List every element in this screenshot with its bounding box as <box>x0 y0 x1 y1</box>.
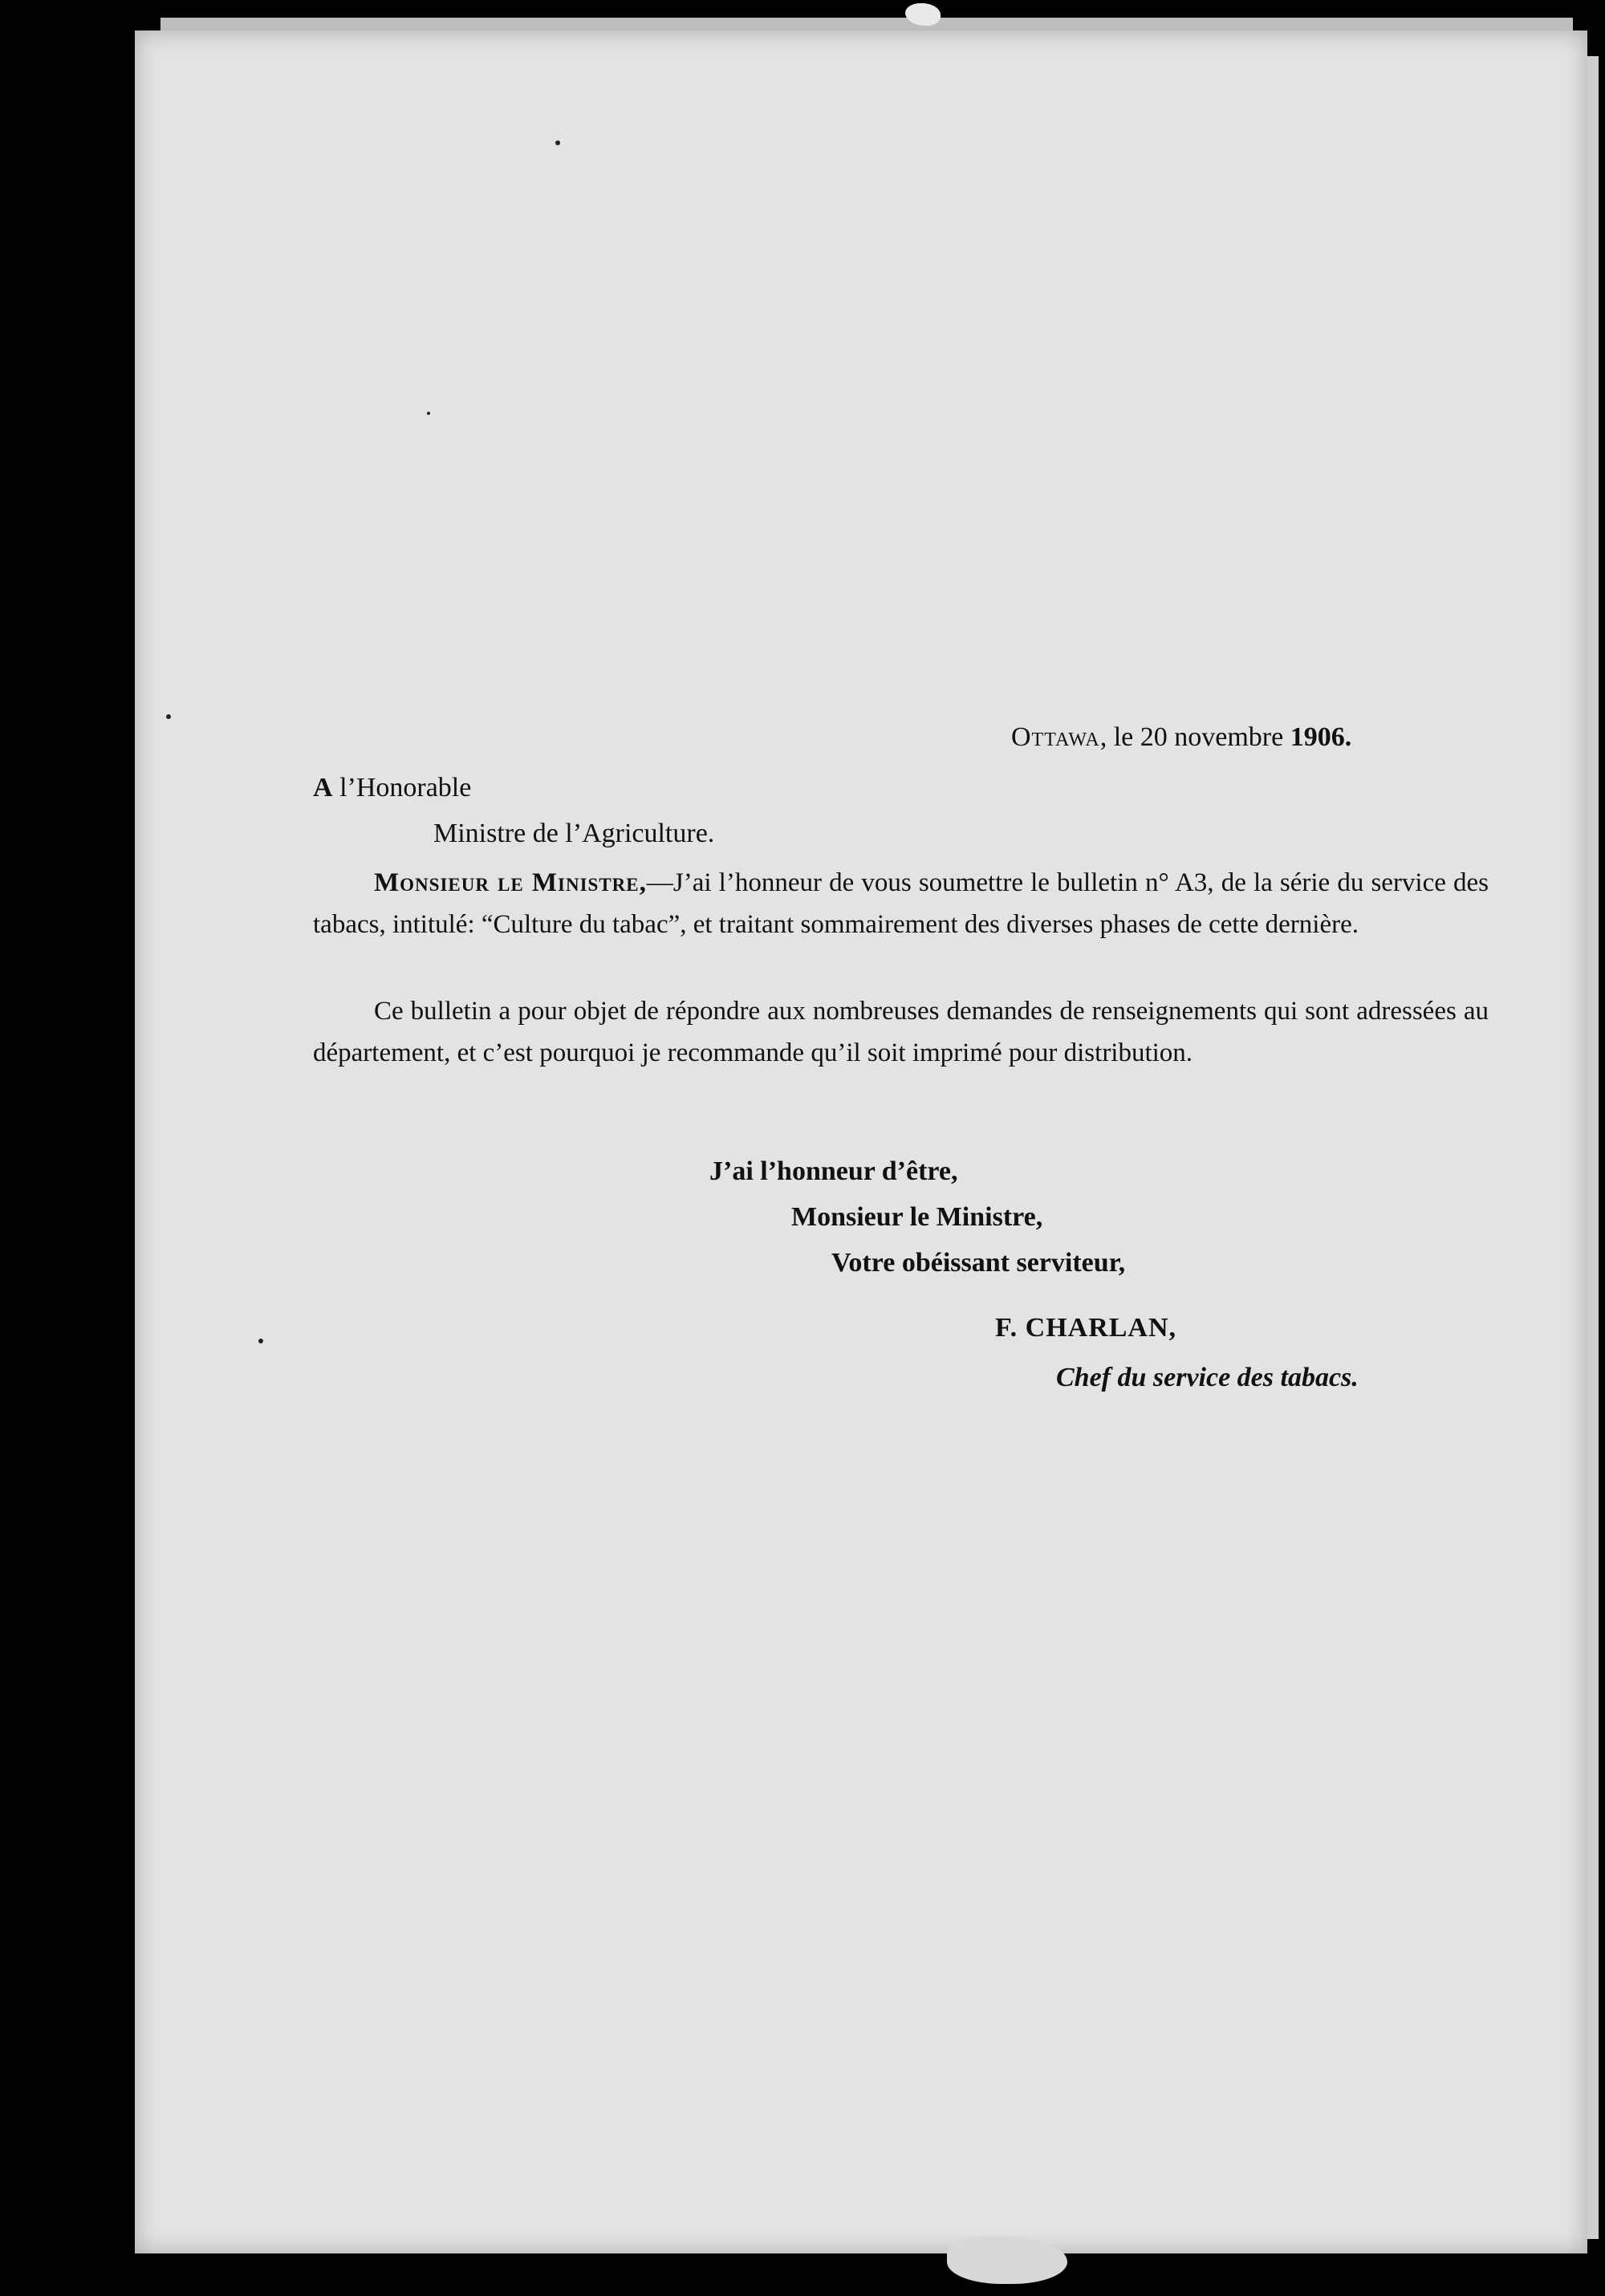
paragraph-1-text: —J’ai l’honneur de vous soumettre le bulletin n° A3, de la série du service des tabacs, intitulé: “Culture du tabac”, et traitant sommairement des diverses phases de cette dernière. <box>313 868 1489 939</box>
date-text: , le 20 novembre <box>1099 722 1290 752</box>
signer-name: F. CHARLAN, <box>995 1313 1177 1343</box>
recipient-line-1 <box>313 774 471 802</box>
date-place: Ottawa <box>1011 722 1100 752</box>
signer-title: Chef du service des tabacs. <box>1056 1363 1359 1392</box>
date-year: 1906. <box>1290 722 1352 752</box>
scan-speck <box>166 714 171 719</box>
scan-speck <box>258 1339 263 1343</box>
scan-speck <box>555 140 560 145</box>
closing-line-2: Monsieur le Ministre, <box>791 1202 1043 1232</box>
recipient-line-2: Ministre de l’Agriculture. <box>433 819 715 848</box>
closing-line-3: Votre obéissant serviteur, <box>831 1248 1126 1278</box>
letter-page <box>135 30 1587 2253</box>
recipient-honorific: l’Honorable <box>332 773 472 803</box>
recipient-prefix: A <box>313 773 333 803</box>
page-top-edge <box>160 18 1573 30</box>
salutation: Monsieur le Ministre, <box>374 868 647 897</box>
closing-line-1: J’ai l’honneur d’être, <box>709 1156 958 1186</box>
letter-paragraph-2: Ce bulletin a pour objet de répondre aux nombreuses demandes de renseignements qui sont adressées au département, et c’est pourquoi je recommande qu’il soit imprimé pour distribution. <box>313 997 1489 1067</box>
letter-date <box>1011 724 1351 751</box>
letter-paragraph-1 <box>313 862 1489 945</box>
scan-speck <box>427 412 430 415</box>
